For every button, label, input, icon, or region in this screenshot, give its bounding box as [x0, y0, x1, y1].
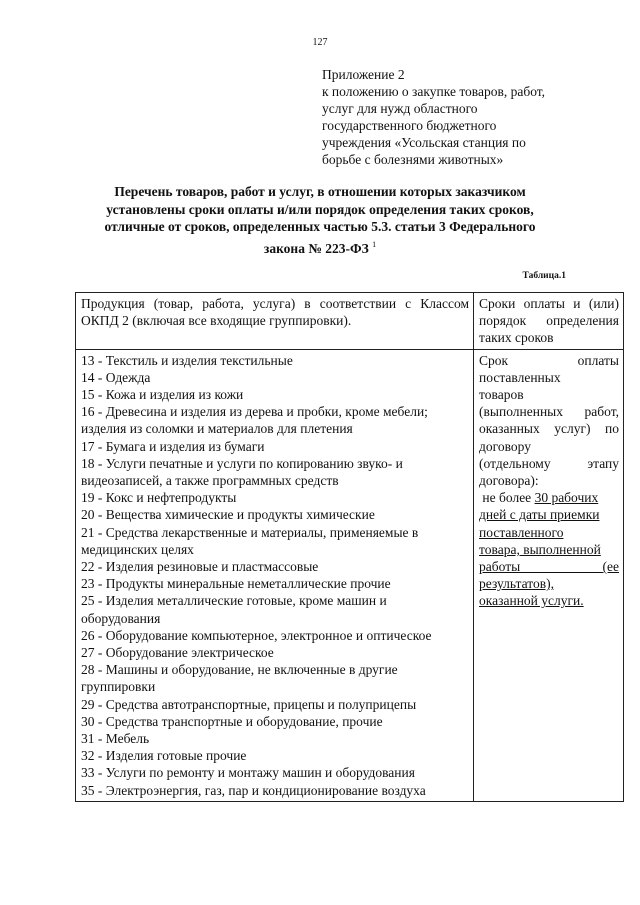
list-item: 17 - Бумага и изделия из бумаги — [81, 438, 265, 454]
list-item: 32 - Изделия готовые прочие — [81, 748, 247, 764]
list-item: 18 - Услуги печатные и услуги по копированию звуко- и видеозаписей, а также программных средств — [81, 455, 403, 489]
list-item: 20 - Вещества химические и продукты химические — [81, 507, 375, 523]
terms-line: договора): — [479, 473, 539, 489]
list-item: 16 - Древесина и изделия из дерева и пробки, кроме мебели; изделия из соломки и материалов для плетения — [81, 404, 428, 437]
header-line: порядок определения — [479, 313, 619, 329]
list-item: 35 - Электроэнергия, газ, пар и кондиционирование воздуха — [81, 782, 426, 798]
terms-line: товаров — [479, 387, 524, 403]
appendix-note — [322, 66, 602, 168]
header-payment-terms — [474, 293, 624, 350]
terms-line — [479, 489, 619, 506]
appendix-line: учреждения «Усольская станция по — [322, 135, 526, 150]
list-item: 15 - Кожа и изделия из кожи — [81, 387, 244, 403]
terms-line: работы (ее — [479, 559, 619, 575]
list-item: 23 - Продукты минеральные неметаллические прочие — [81, 576, 391, 592]
title-line-text: закона № 223-ФЗ — [263, 240, 369, 256]
appendix-line: услуг для нужд областного — [322, 101, 478, 116]
terms-line: договору — [479, 438, 531, 454]
list-item: 13 - Текстиль и изделия текстильные — [81, 352, 293, 368]
terms-line: оказанной услуги. — [479, 593, 584, 609]
list-item: 30 - Средства транспортные и оборудование, прочие — [81, 713, 383, 729]
list-item: 21 - Средства лекарственные и материалы, применяемые в медицинских целях — [81, 524, 419, 557]
terms-line: поставленных — [479, 369, 561, 385]
terms-line: поставленного — [479, 524, 564, 540]
appendix-line: государственного бюджетного — [322, 118, 497, 133]
list-item: 28 - Машины и оборудование, не включенные в другие группировки — [81, 662, 398, 695]
header-line: Сроки оплаты и (или) — [479, 296, 619, 311]
list-item: 26 - Оборудование компьютерное, электронное и оптическое — [81, 627, 432, 643]
terms-line: товара, выполненной — [479, 541, 601, 557]
appendix-line: к положению о закупке товаров, работ, — [322, 84, 546, 99]
goods-table — [75, 292, 624, 802]
list-item: 22 - Изделия резиновые и пластмассовые — [81, 559, 319, 575]
table-header-row — [76, 293, 624, 350]
payment-terms — [474, 349, 624, 801]
terms-line: результатов), — [479, 576, 554, 592]
appendix-line: борьбе с болезнями животных» — [322, 152, 504, 167]
list-item: 29 - Средства автотранспортные, прицепы и полуприцепы — [81, 696, 417, 712]
table-caption: Таблица.1 — [522, 271, 566, 281]
products-list — [76, 349, 474, 801]
list-item: 27 - Оборудование электрическое — [81, 645, 274, 661]
terms-line: оказанных услуг) по — [479, 421, 619, 437]
title-line: установлены сроки оплаты и/или порядок определения таких сроков, — [106, 201, 534, 217]
page-number: 127 — [312, 37, 328, 48]
title-line — [70, 236, 570, 258]
table-body-row — [76, 349, 624, 801]
header-line: таких сроков — [479, 330, 554, 346]
terms-line: Срок оплаты — [479, 352, 619, 368]
terms-text: не более — [479, 490, 532, 506]
header-products: Продукция (товар, работа, услуга) в соответствии с Классом ОКПД 2 (включая все входящие группировки). — [76, 293, 474, 350]
title-line: Перечень товаров, работ и услуг, в отношении которых заказчиком — [114, 184, 526, 199]
list-item: 14 - Одежда — [81, 369, 151, 385]
terms-underlined: 30 рабочих — [534, 490, 599, 506]
list-item: 19 - Кокс и нефтепродукты — [81, 490, 237, 506]
list-item: 31 - Мебель — [81, 731, 150, 747]
terms-line: (отдельному этапу — [479, 455, 619, 471]
appendix-line: Приложение 2 — [322, 67, 405, 82]
terms-line: (выполненных работ, — [479, 404, 619, 420]
terms-line: дней с даты приемки — [479, 507, 600, 523]
title-line: отличные от сроков, определенных частью 5.3. статьи 3 Федерального — [104, 219, 536, 234]
footnote-mark: 1 — [372, 239, 377, 249]
list-item: 25 - Изделия металлические готовые, кроме машин и оборудования — [81, 593, 387, 626]
list-item: 33 - Услуги по ремонту и монтажу машин и оборудования — [81, 765, 415, 781]
document-title — [70, 183, 570, 257]
